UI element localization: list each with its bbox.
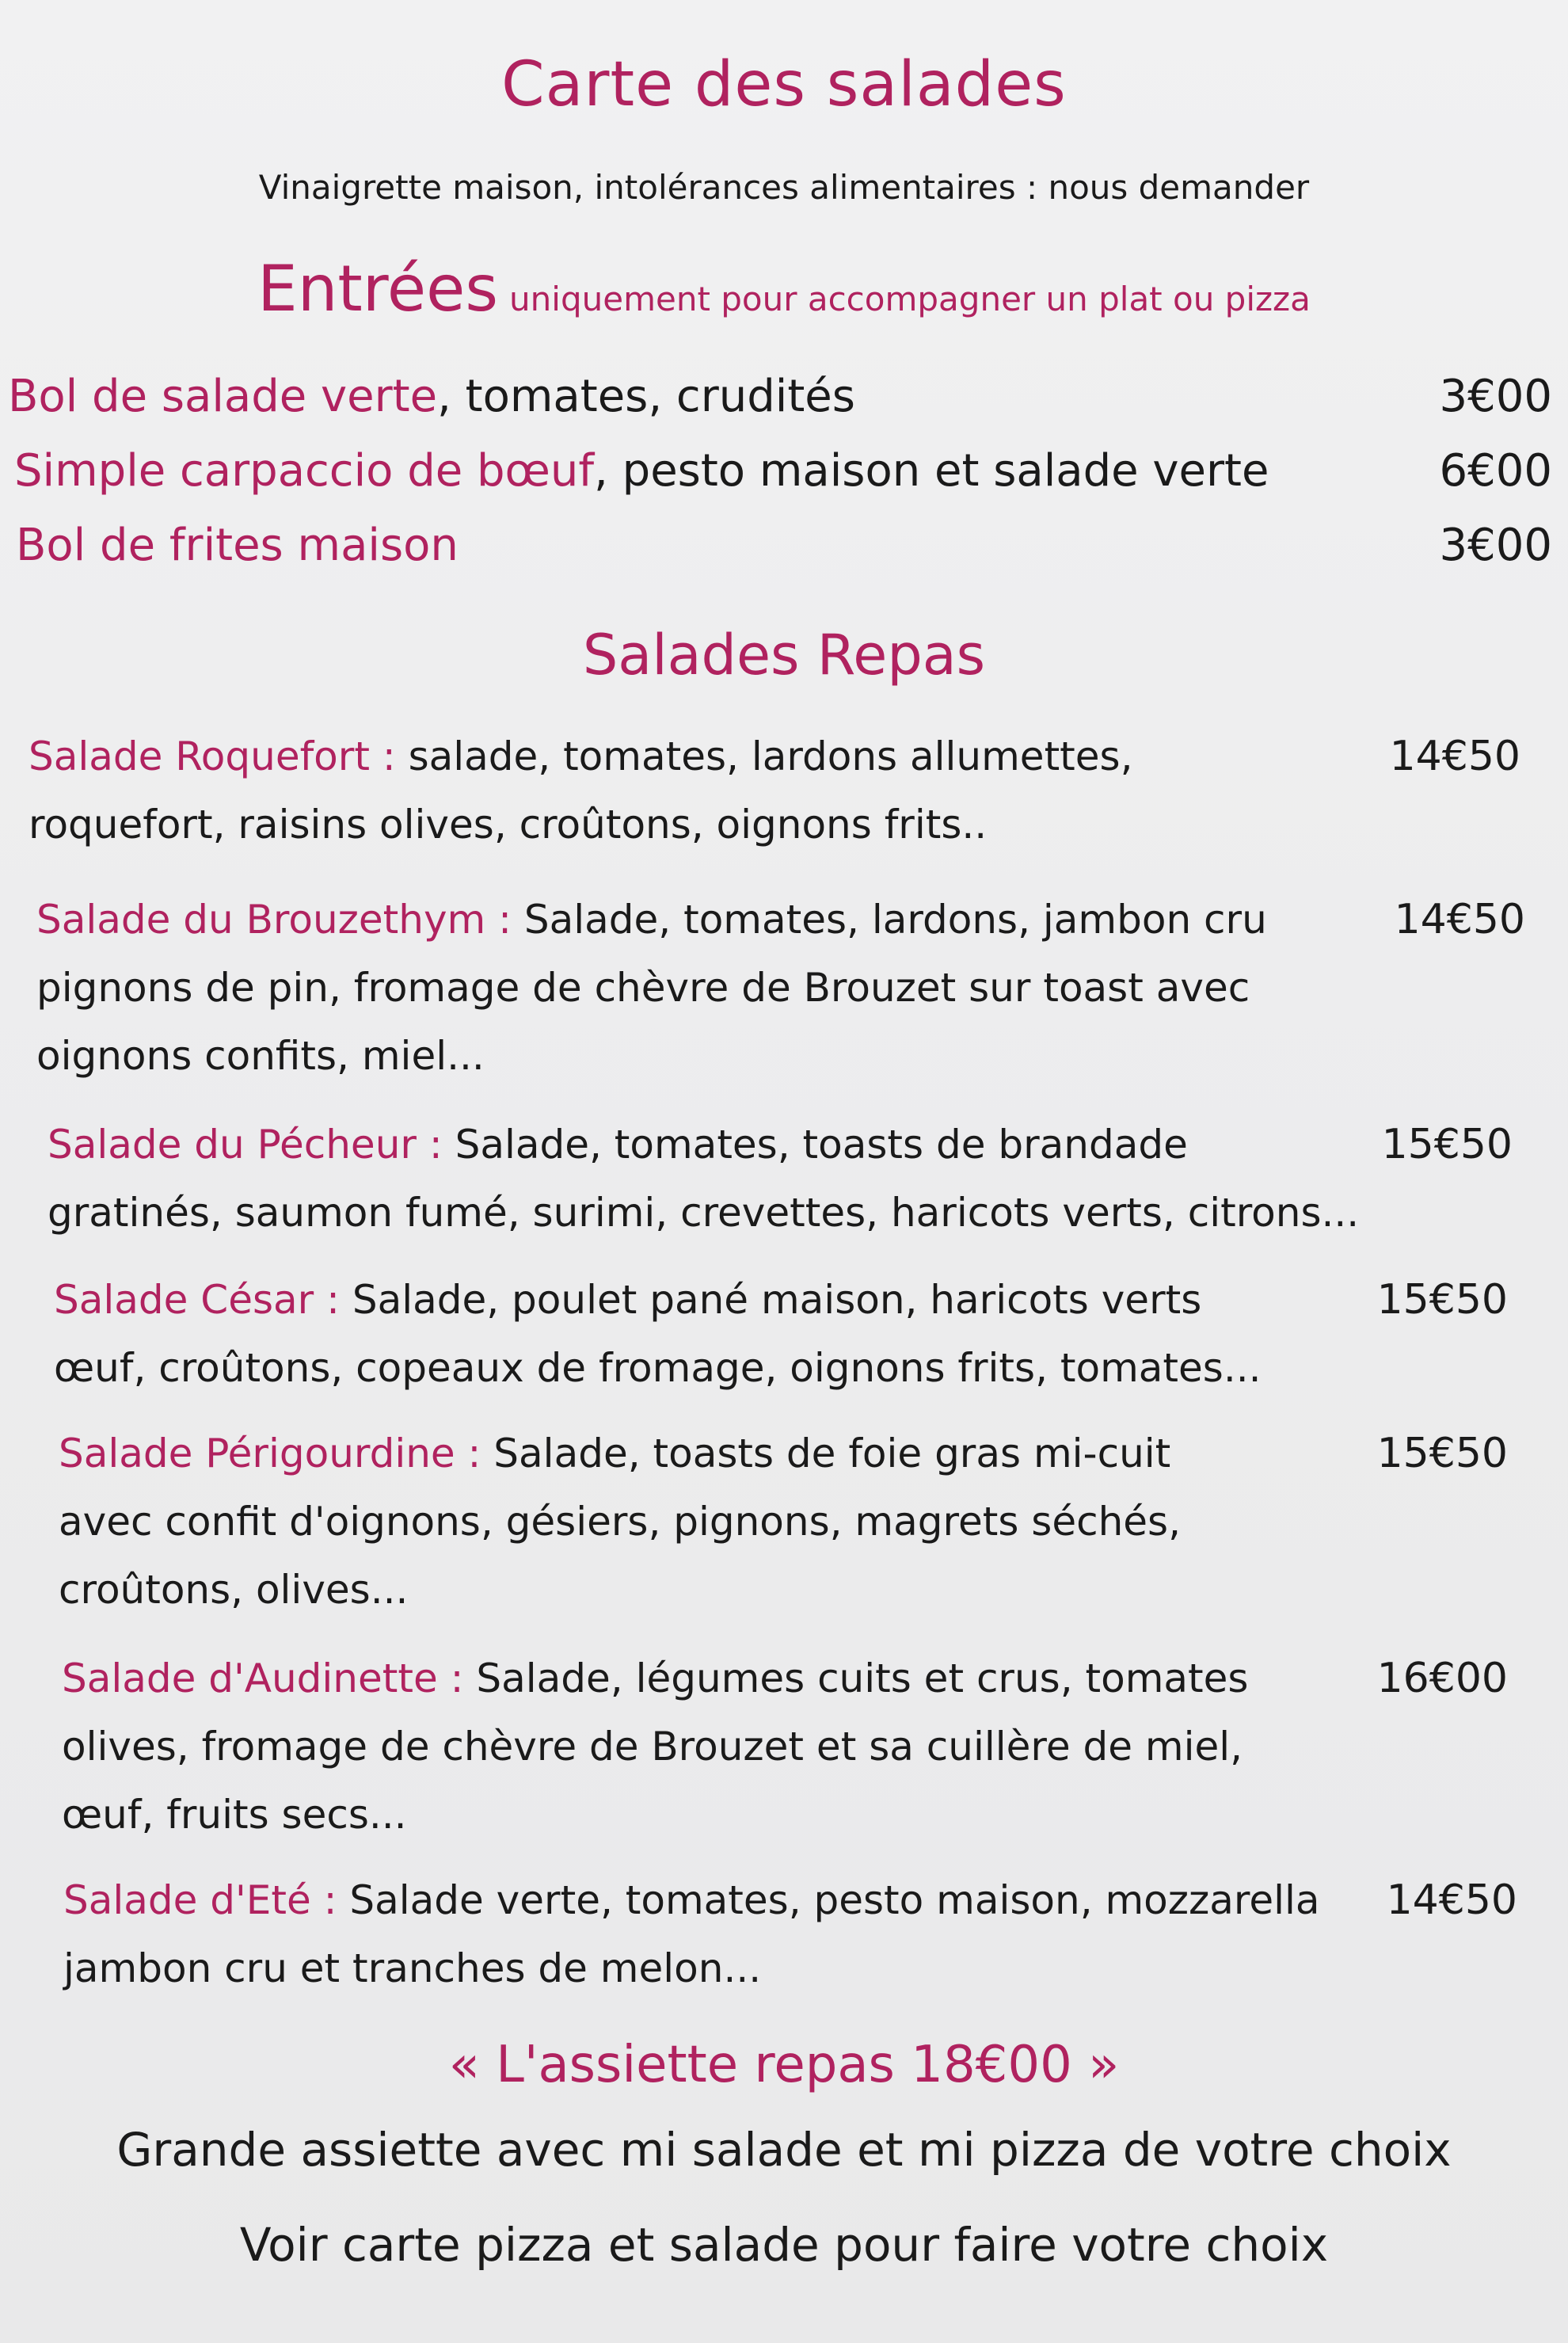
salad-desc-line: croûtons, olives...	[59, 1567, 409, 1613]
entree-name: Bol de salade verte	[8, 371, 438, 422]
salad-item	[63, 1866, 1517, 2002]
entree-price: 3€00	[1439, 371, 1552, 422]
salad-desc-line: Salade verte, tomates, pesto maison, mozzarella	[337, 1877, 1320, 1923]
menu-subtitle: Vinaigrette maison, intolérances alimentaires : nous demander	[258, 168, 1310, 207]
entrees-heading	[0, 252, 1568, 326]
entree-item	[8, 520, 1552, 583]
salad-price: 15€50	[1376, 1276, 1508, 1324]
entree-item	[8, 371, 1552, 434]
repas-heading: Salades Repas	[582, 623, 986, 688]
salad-desc-line: Salade, tomates, lardons, jambon cru	[512, 897, 1267, 943]
salad-name: Salade César :	[54, 1277, 340, 1323]
salad-name: Salade d'Audinette :	[62, 1655, 464, 1701]
salad-price: 14€50	[1389, 733, 1520, 780]
salad-desc-line: avec confit d'oignons, gésiers, pignons, magrets séchés,	[59, 1499, 1181, 1545]
assiette-description: Grande assiette avec mi salade et mi pizza de votre choix	[116, 2123, 1452, 2177]
choice-note: Voir carte pizza et salade pour faire votre choix	[239, 2218, 1329, 2272]
salad-desc-line: oignons confits, miel...	[36, 1033, 485, 1079]
salad-desc-line: Salade, toasts de foie gras mi-cuit	[481, 1431, 1171, 1476]
salad-desc-line: œuf, croûtons, copeaux de fromage, oignons frits, tomates...	[54, 1345, 1262, 1391]
entrees-title: Entrées	[257, 252, 499, 326]
salad-name: Salade Roquefort :	[29, 733, 396, 779]
entree-price: 6€00	[1439, 445, 1552, 497]
salad-item	[54, 1266, 1508, 1402]
entrees-note: uniquement pour accompagner un plat ou pizza	[509, 280, 1311, 318]
salad-price: 16€00	[1376, 1655, 1508, 1702]
salad-item	[59, 1419, 1508, 1624]
salad-desc-line: Salade, tomates, toasts de brandade	[442, 1122, 1188, 1168]
salad-desc-line: salade, tomates, lardons allumettes,	[395, 733, 1133, 779]
assiette-repas-heading: « L'assiette repas 18€00 »	[448, 2036, 1120, 2094]
salad-desc-line: jambon cru et tranches de melon...	[63, 1945, 762, 1991]
salad-name: Salade du Brouzethym :	[36, 897, 512, 943]
salad-desc-line: Salade, légumes cuits et crus, tomates	[463, 1655, 1249, 1701]
menu-title: Carte des salades	[501, 49, 1067, 120]
salad-price: 15€50	[1376, 1430, 1508, 1477]
entree-desc: , tomates, crudités	[437, 371, 855, 422]
salad-item	[48, 1111, 1513, 1247]
entree-name: Bol de frites maison	[16, 520, 459, 571]
salad-price: 14€50	[1386, 1876, 1517, 1924]
salad-desc-line: pignons de pin, fromage de chèvre de Brouzet sur toast avec	[36, 965, 1250, 1011]
salad-price: 14€50	[1394, 896, 1525, 943]
salad-price: 15€50	[1381, 1121, 1513, 1168]
entree-name: Simple carpaccio de bœuf	[14, 445, 595, 497]
salad-item	[29, 722, 1525, 859]
salad-desc-line: roquefort, raisins olives, croûtons, oignons frits..	[29, 802, 988, 848]
salad-desc-line: olives, fromage de chèvre de Brouzet et sa cuillère de miel,	[62, 1724, 1243, 1770]
entree-item	[8, 445, 1552, 509]
entree-desc: , pesto maison et salade verte	[594, 445, 1269, 497]
salad-name: Salade du Pécheur :	[48, 1122, 443, 1168]
salad-name: Salade d'Eté :	[63, 1877, 337, 1923]
salad-desc-line: œuf, fruits secs...	[62, 1792, 407, 1838]
salad-desc-line: gratinés, saumon fumé, surimi, crevettes, haricots verts, citrons...	[48, 1190, 1360, 1236]
entree-price: 3€00	[1439, 520, 1552, 571]
salad-desc-line: Salade, poulet pané maison, haricots verts	[339, 1277, 1202, 1323]
salad-name: Salade Périgourdine :	[59, 1431, 481, 1476]
salad-item	[62, 1644, 1508, 1849]
salad-item	[36, 886, 1525, 1090]
